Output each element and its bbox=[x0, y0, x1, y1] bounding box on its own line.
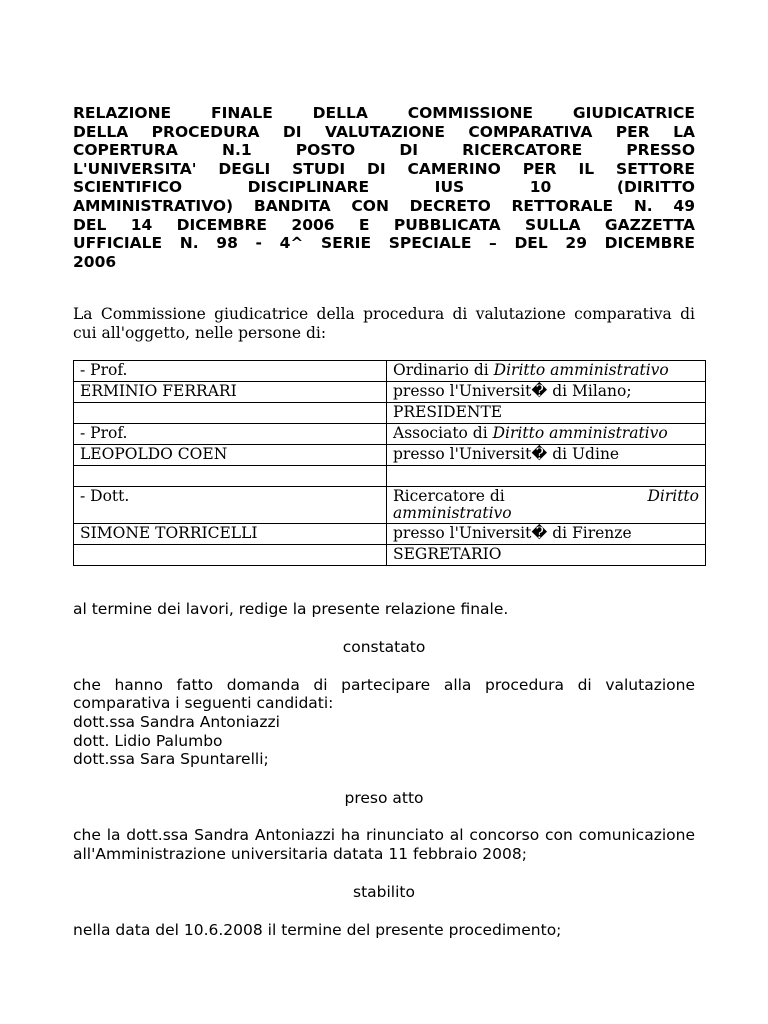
table-cell bbox=[74, 465, 387, 486]
list-item: dott. Lidio Palumbo bbox=[73, 731, 223, 750]
role-text: Ordinario di bbox=[393, 360, 494, 379]
table-cell: SEGRETARIO bbox=[387, 544, 706, 565]
closing-paragraph: al termine dei lavori, redige la presente relazione finale. bbox=[73, 599, 509, 618]
intro-paragraph: La Commissione giudicatrice della procedura di valutazione comparativa di cui all'oggetto, nelle persone di: bbox=[73, 305, 695, 342]
title-line: UFFICIALE N. 98 - 4^ SERIE SPECIALE – DEL 29 DICEMBRE bbox=[73, 234, 695, 253]
table-row bbox=[74, 444, 706, 465]
table-cell: presso l'Universit� di Milano; bbox=[387, 381, 706, 402]
role-line bbox=[393, 488, 699, 505]
title-line: L'UNIVERSITA' DEGLI STUDI DI CAMERINO PER IL SETTORE bbox=[73, 159, 695, 178]
role-text: Ricercatore di bbox=[393, 486, 505, 505]
title-line: RELAZIONE FINALE DELLA COMMISSIONE GIUDICATRICE bbox=[73, 104, 695, 122]
table-row bbox=[74, 360, 706, 381]
stabilito-paragraph: nella data del 10.6.2008 il termine del presente procedimento; bbox=[73, 921, 562, 940]
table-cell: - Prof. bbox=[74, 423, 387, 444]
title-line: DELLA PROCEDURA DI VALUTAZIONE COMPARATIVA PER LA bbox=[73, 122, 695, 141]
commission-table bbox=[73, 360, 706, 566]
subject-text: Diritto amministrativo bbox=[493, 360, 669, 379]
table-cell bbox=[74, 544, 387, 565]
subject-text: Diritto amministrativo bbox=[492, 423, 668, 442]
table-row bbox=[74, 544, 706, 565]
table-cell: SIMONE TORRICELLI bbox=[74, 523, 387, 544]
role-text: Associato di bbox=[393, 423, 493, 442]
section-heading-constatato: constatato bbox=[342, 638, 426, 657]
title-line: SCIENTIFICO DISCIPLINARE IUS 10 (DIRITTO bbox=[73, 178, 695, 197]
table-row bbox=[74, 423, 706, 444]
table-row bbox=[74, 465, 706, 486]
title-line: 2006 bbox=[73, 252, 117, 271]
table-cell bbox=[387, 423, 706, 444]
list-item: dott.ssa Sandra Antoniazzi bbox=[73, 712, 280, 731]
table-row bbox=[74, 381, 706, 402]
table-row bbox=[74, 402, 706, 423]
list-item: dott.ssa Sara Spuntarelli; bbox=[73, 750, 269, 769]
section-heading-preso-atto: preso atto bbox=[344, 788, 424, 807]
table-cell: LEOPOLDO COEN bbox=[74, 444, 387, 465]
table-cell: ERMINIO FERRARI bbox=[74, 381, 387, 402]
document-page bbox=[73, 104, 699, 940]
table-cell: - Dott. bbox=[74, 486, 387, 523]
title-line: DEL 14 DICEMBRE 2006 E PUBBLICATA SULLA GAZZETTA bbox=[73, 215, 695, 234]
document-title bbox=[73, 104, 695, 271]
subject-text: Diritto bbox=[647, 486, 699, 505]
constatato-paragraph: che hanno fatto domanda di partecipare alla procedura di valutazione comparativa i seguenti candidati: bbox=[73, 675, 695, 713]
title-line: AMMINISTRATIVO) BANDITA CON DECRETO RETTORALE N. 49 bbox=[73, 196, 695, 215]
title-line: COPERTURA N.1 POSTO DI RICERCATORE PRESSO bbox=[73, 141, 695, 160]
table-cell bbox=[387, 486, 706, 523]
table-cell: - Prof. bbox=[74, 360, 387, 381]
table-cell bbox=[387, 360, 706, 381]
preso-atto-paragraph: che la dott.ssa Sandra Antoniazzi ha rinunciato al concorso con comunicazione all'Amministrazione universitaria datata 11 febbraio 2008; bbox=[73, 826, 695, 863]
table-cell: PRESIDENTE bbox=[387, 402, 706, 423]
section-heading-stabilito: stabilito bbox=[353, 883, 415, 902]
table-cell: presso l'Universit� di Firenze bbox=[387, 523, 706, 544]
candidate-list bbox=[73, 713, 695, 769]
table-row bbox=[74, 523, 706, 544]
table-row bbox=[74, 486, 706, 523]
subject-text: amministrativo bbox=[393, 503, 512, 522]
table-cell bbox=[74, 402, 387, 423]
table-cell: presso l'Universit� di Udine bbox=[387, 444, 706, 465]
table-cell bbox=[387, 465, 706, 486]
